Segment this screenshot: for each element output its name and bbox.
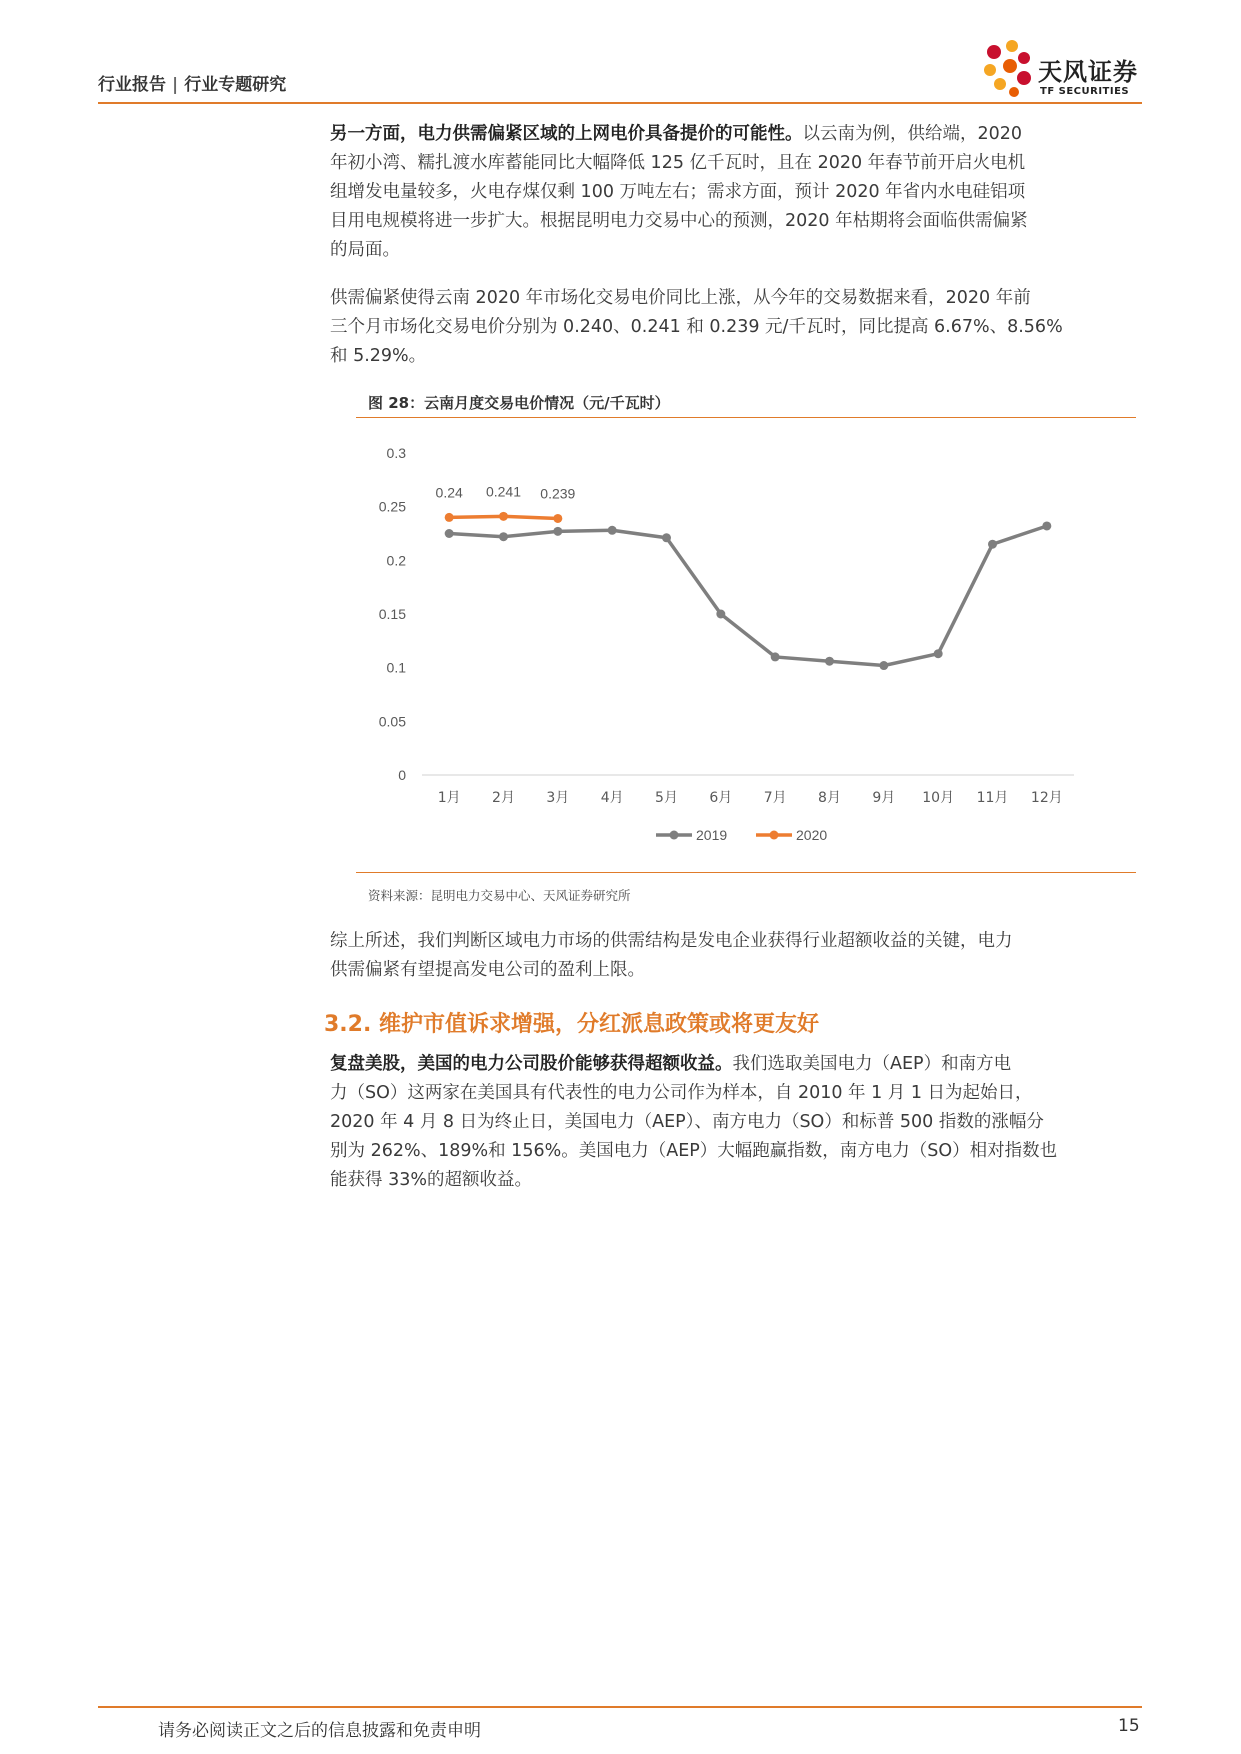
y-tick-label: 0.25 [378, 498, 406, 515]
data-point-2020 [499, 512, 508, 521]
y-tick-label: 0.1 [386, 659, 406, 676]
data-point-2019 [771, 652, 780, 661]
x-tick-label: 11月 [976, 790, 1009, 806]
price-line-chart [356, 425, 1136, 865]
report-header [98, 70, 286, 95]
data-point-2020 [445, 513, 454, 522]
y-tick-label: 0.3 [386, 445, 406, 461]
text-line: 我们选取美国电力（AEP）和南方电 [732, 1054, 1012, 1074]
flower-logo-icon [980, 38, 1036, 102]
footer-disclaimer: 请务必阅读正文之后的信息披露和免责申明 [158, 1721, 481, 1741]
y-tick-label: 0.05 [378, 713, 406, 730]
data-point-2020 [553, 514, 562, 523]
paragraph-price-rise [330, 284, 1146, 371]
x-tick-label: 8月 [818, 790, 841, 806]
y-tick-label: 0.2 [386, 552, 406, 569]
text-line: 综上所述，我们判断区域电力市场的供需结构是发电企业获得行业超额收益的关键，电力 [330, 931, 1013, 951]
data-point-2019 [662, 533, 671, 542]
text-line: 能获得 33%的超额收益。 [330, 1170, 532, 1190]
text-line: 年初小湾、糯扎渡水库蓄能同比大幅降低 125 亿千瓦时，且在 2020 年春节前开启火电机 [330, 153, 1026, 173]
paragraph-supply-demand [330, 120, 1146, 265]
text-line: 组增发电量较多，火电存煤仅剩 100 万吨左右；需求方面，预计 2020 年省内水电硅铝项 [330, 182, 1026, 202]
y-tick-label: 0 [398, 767, 406, 783]
paragraph-lead: 复盘美股，美国的电力公司股价能够获得超额收益。 [330, 1054, 733, 1074]
text-line: 供需偏紧使得云南 2020 年市场化交易电价同比上涨，从今年的交易数据来看，2020 年前 [330, 288, 1031, 308]
data-point-2019 [716, 610, 725, 619]
x-tick-label: 9月 [872, 790, 896, 806]
footer-rule [98, 1706, 1142, 1708]
text-line: 和 5.29%。 [330, 346, 427, 366]
x-tick-label: 12月 [1030, 790, 1063, 806]
section-heading: 3.2. 维护市值诉求增强，分红派息政策或将更友好 [324, 1012, 819, 1037]
company-logo [980, 38, 1150, 102]
figure-source: 资料来源：昆明电力交易中心、天风证券研究所 [368, 888, 631, 903]
page-number: 15 [1118, 1716, 1140, 1736]
text-line: 三个月市场化交易电价分别为 0.240、0.241 和 0.239 元/千瓦时，同比提高 6.67%、8.56% [330, 317, 1063, 337]
data-point-2019 [1042, 521, 1051, 530]
text-line: 目用电规模将进一步扩大。根据昆明电力交易中心的预测，2020 年枯期将会面临供需偏紧 [330, 211, 1028, 231]
data-label: 0.239 [540, 485, 576, 502]
x-tick-label: 2月 [492, 790, 515, 806]
x-tick-label: 4月 [600, 790, 624, 806]
figure-top-rule [356, 417, 1136, 418]
data-label: 0.241 [485, 483, 522, 500]
header-subcategory: 行业专题研究 [184, 75, 287, 95]
header-category: 行业报告 [98, 75, 166, 95]
text-line: 2020 年 4 月 8 日为终止日，美国电力（AEP）、南方电力（SO）和标普 500 指数的涨幅分 [330, 1112, 1044, 1132]
legend-marker-2019 [670, 831, 679, 840]
data-point-2019 [499, 532, 508, 541]
data-point-2019 [988, 540, 997, 549]
paragraph-conclusion [330, 927, 1146, 985]
x-tick-label: 3月 [546, 790, 570, 806]
text-line: 以云南为例，供给端，2020 [802, 124, 1023, 144]
data-point-2019 [445, 529, 454, 538]
text-line: 别为 262%、189%和 156%。美国电力（AEP）大幅跑赢指数，南方电力（SO）相对指数也 [330, 1141, 1058, 1161]
text-line: 供需偏紧有望提高发电公司的盈利上限。 [330, 960, 645, 980]
x-tick-label: 6月 [709, 790, 733, 806]
x-tick-label: 10月 [922, 790, 955, 806]
legend-label: 2019 [696, 827, 728, 843]
data-label: 0.24 [435, 484, 463, 501]
header-separator: | [172, 75, 179, 95]
series-line-2019 [449, 526, 1047, 666]
data-point-2019 [879, 661, 888, 670]
logo-english-name: TF SECURITIES [1040, 86, 1130, 97]
paragraph-lead: 另一方面，电力供需偏紧区域的上网电价具备提价的可能性。 [330, 124, 803, 144]
header-rule [98, 102, 1142, 104]
figure-bottom-rule [356, 872, 1136, 873]
x-tick-label: 5月 [655, 790, 678, 806]
legend-label: 2020 [796, 827, 828, 843]
paragraph-us-utilities [330, 1050, 1146, 1195]
logo-chinese-name: 天风证券 [1038, 58, 1138, 86]
data-point-2019 [934, 649, 943, 658]
x-tick-label: 7月 [763, 790, 787, 806]
figure-title: 图 28：云南月度交易电价情况（元/千瓦时） [368, 394, 670, 412]
x-tick-label: 1月 [437, 790, 461, 806]
y-tick-label: 0.15 [378, 606, 406, 622]
data-point-2019 [825, 657, 834, 666]
text-line: 力（SO）这两家在美国具有代表性的电力公司作为样本，自 2010 年 1 月 1 日为起始日， [330, 1083, 1033, 1103]
legend-marker-2020 [770, 831, 779, 840]
data-point-2019 [553, 527, 562, 536]
text-line: 的局面。 [330, 240, 400, 260]
data-point-2019 [608, 526, 617, 535]
